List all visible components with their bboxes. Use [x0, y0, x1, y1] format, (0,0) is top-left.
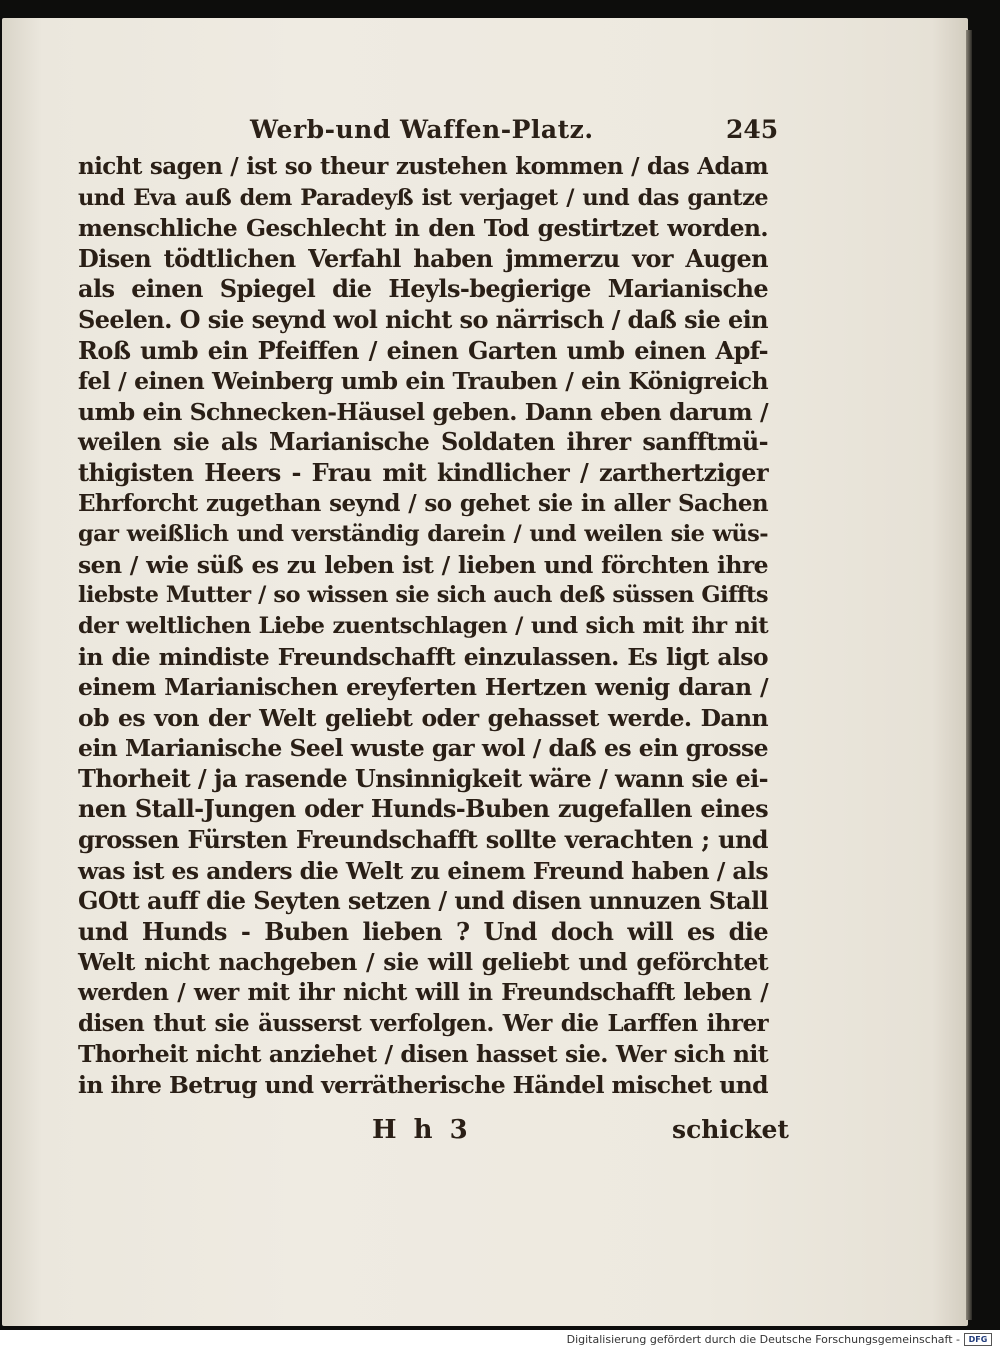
running-head: Werb-und Waffen-Platz. — [250, 115, 594, 144]
text-line: GOtt auff die Seyten setzen / und disen unnuzen Stall — [78, 886, 768, 916]
catchword: schicket — [672, 1115, 789, 1144]
text-line: weilen sie als Marianische Soldaten ihrer sanfftmü- — [78, 427, 768, 457]
text-line: ob es von der Welt geliebt oder gehasset werde. Dann — [78, 703, 768, 732]
credit-bar — [0, 1330, 1000, 1350]
text-line: was ist es anders die Welt zu einem Freund haben / als — [78, 856, 768, 885]
text-line: einem Marianischen ereyferten Hertzen wenig daran / — [78, 673, 768, 702]
text-line: der weltlichen Liebe zuentschlagen / und sich mit ihr nit — [78, 612, 768, 639]
page-edge-shadow — [966, 30, 972, 1320]
text-line: ein Marianische Seel wuste gar wol / daß es ein grosse — [78, 734, 768, 763]
signature-mark: H h 3 — [372, 1115, 472, 1145]
text-line: in die mindiste Freundschafft einzulassen. Es ligt also — [78, 642, 768, 671]
text-line: menschliche Geschlecht in den Tod gestirtzet worden. — [78, 214, 768, 243]
text-line: in ihre Betrug und verrätherische Händel mischet und — [78, 1070, 768, 1099]
text-line: liebste Mutter / so wissen sie sich auch deß süssen Giffts — [78, 582, 768, 609]
text-line: nen Stall-Jungen oder Hunds-Buben zugefallen eines — [78, 794, 768, 824]
text-line: werden / wer mit ihr nicht will in Freundschafft leben / — [78, 979, 768, 1007]
text-line: fel / einen Weinberg umb ein Trauben / ein Königreich — [78, 367, 768, 396]
text-line: und Hunds - Buben lieben ? Und doch will es die — [78, 916, 768, 946]
text-line: sen / wie süß es zu leben ist / lieben und förchten ihre — [78, 550, 768, 579]
text-line: als einen Spiegel die Heyls-begierige Marianische — [78, 274, 768, 304]
dfg-logo: DFG — [964, 1333, 992, 1346]
text-line: Disen tödtlichen Verfahl haben jmmerzu vor Augen — [78, 243, 768, 273]
text-line: und Eva auß dem Paradeyß ist verjaget / und das gantze — [78, 184, 768, 211]
digitization-credit: Digitalisierung gefördert durch die Deutsche Forschungsgemeinschaft - — [566, 1333, 960, 1346]
text-line: Thorheit / ja rasende Unsinnigkeit wäre / wann sie ei- — [78, 763, 768, 793]
text-line: Welt nicht nachgeben / sie will geliebt und geförchtet — [78, 948, 768, 977]
text-line: Seelen. O sie seynd wol nicht so närrisch / daß sie ein — [78, 304, 768, 334]
page-number: 245 — [726, 115, 779, 144]
text-line: Ehrforcht zugethan seynd / so gehet sie in aller Sachen — [78, 489, 768, 517]
text-line: umb ein Schnecken-Häusel geben. Dann eben darum / — [78, 397, 768, 426]
text-line: disen thut sie äusserst verfolgen. Wer die Larffen ihrer — [78, 1009, 768, 1037]
text-line: nicht sagen / ist so theur zustehen kommen / das Adam — [78, 153, 768, 180]
text-line: thigisten Heers - Frau mit kindlicher / zarthertziger — [78, 457, 768, 487]
text-line: gar weißlich und verständig darein / und weilen sie wüs- — [78, 521, 768, 548]
text-line: grossen Fürsten Freundschafft sollte verachten ; und — [78, 825, 768, 855]
text-line: Thorheit nicht anziehet / disen hasset sie. Wer sich nit — [78, 1040, 768, 1069]
text-line: Roß umb ein Pfeiffen / einen Garten umb einen Apf- — [78, 335, 768, 365]
body-text — [78, 152, 768, 1100]
